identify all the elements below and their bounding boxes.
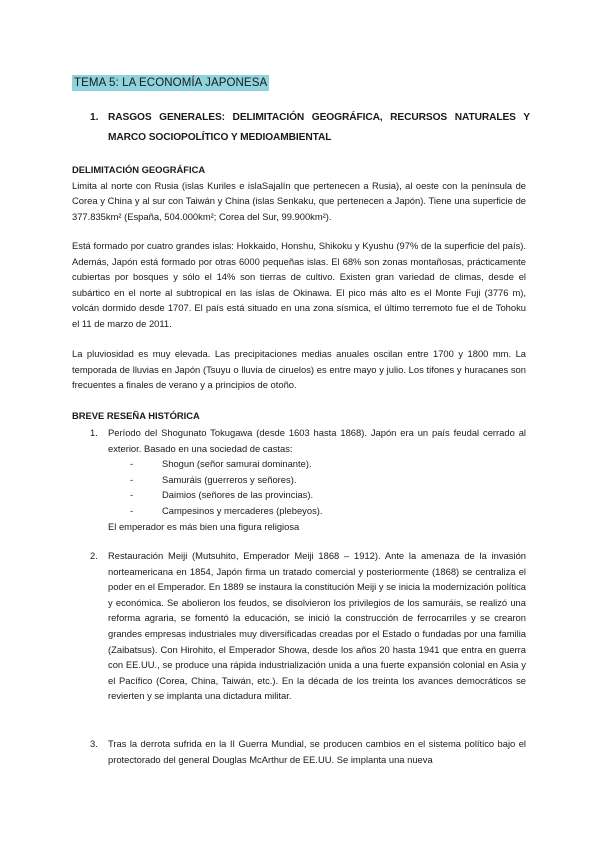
delimitacion-heading: DELIMITACIÓN GEOGRÁFICA — [72, 164, 206, 175]
section-number: 1. — [90, 112, 99, 123]
doc-title: TEMA 5: LA ECONOMÍA JAPONESA — [74, 77, 268, 89]
list-item — [72, 425, 526, 534]
delimitacion-paragraph-1: Limita al norte con Rusia (islas Kuriles e islaSajalín que pertenecen a Rusia), al oeste con la península de Corea y China y al sur con Taiwán y China (islas Senkaku, que pertenecen a Japón). Tiene una superficie de 377.835km² (España, 504.000km²; Corea del Sur, 99.900km²). — [72, 179, 526, 222]
historia-heading: BREVE RESEÑA HISTÓRICA — [72, 410, 200, 421]
casta-text: Samuráis (guerreros y señores). — [162, 473, 297, 485]
casta-item: - Samuráis (guerreros y señores). — [130, 473, 297, 485]
delimitacion-paragraph-3: La pluviosidad es muy elevada. Las precipitaciones medias anuales oscilan entre 1700 y 1800 mm. La temporada de lluvias en Japón (Tsuyu o lluvia de ciruelos) es entre mayo y julio. Los tifones y huracanes son frecuentes a finales de verano y a principios de otoño. — [72, 348, 526, 391]
historia-list-item-1 — [72, 425, 526, 534]
section-title: RASGOS GENERALES: DELIMITACIÓN GEOGRÁFICA, RECURSOS NATURALES Y MARCO SOCIOPOLÍTICO Y MEDIOAMBIENTAL — [108, 112, 530, 143]
list-item-number: 2. — [90, 550, 98, 561]
title-wrap — [72, 75, 269, 91]
casta-text: Daimios (señores de las provincias). — [162, 489, 314, 501]
list-item-text: Tras la derrota sufrida en la II Guerra Mundial, se producen cambios en el sistema político bajo el protectorado del general Douglas McArthur de EE.UU. Se implanta una nueva — [108, 738, 526, 765]
castas-list — [108, 456, 526, 518]
delimitacion-section — [72, 162, 526, 224]
historia-list-item-3 — [72, 736, 526, 767]
list-item-text: Restauración Meiji (Mutsuhito, Emperador Meiji 1868 – 1912). Ante la amenaza de la invasión norteamericana en 1854, Japón firma un tratado comercial y posteriormente (1868) se centraliza el poder en el Emperador. En 1889 se instaura la constitución Meiji y se inicia la modernización política y económica. Se abolieron los feudos, se disolvieron los privilegios de los samuráis, se realizó una reforma agraria, se fomentó la educación, se inició la construcción de ferrocarriles y se crearon grandes empresas industriales muy diversificadas creadas por el Estado o fundadas por una familia (Zaibatsus). Con Hirohito, el Emperador Showa, desde los años 20 hasta 1941 que entra en guerra con EE.UU., se produce una rápida industrialización unida a una fuerte expansión colonial en Asia y el Pacífico (Corea, China, Taiwán, etc.). En la década de los treinta los avances democráticos se revierten y se implanta una dictadura militar. — [108, 550, 526, 702]
section-heading — [90, 108, 530, 148]
list-item-number: 3. — [90, 738, 98, 749]
casta-item: - Daimios (señores de las provincias). — [130, 489, 314, 501]
casta-text: Shogun (señor samurai dominante). — [162, 458, 312, 470]
list-item-text: Período del Shogunato Tokugawa (desde 1603 hasta 1868). Japón era un país feudal cerrado al exterior. Basado en una sociedad de castas: — [108, 427, 526, 454]
casta-text: Campesinos y mercaderes (plebeyos). — [162, 504, 323, 516]
casta-item: - Campesinos y mercaderes (plebeyos). — [130, 504, 323, 516]
list-item — [72, 548, 526, 704]
list-item-number: 1. — [90, 427, 98, 438]
emperor-note: El emperador es más bien una figura religiosa — [108, 520, 300, 532]
historia-list-item-2 — [72, 548, 526, 704]
casta-item: - Shogun (señor samurai dominante). — [130, 458, 312, 470]
islands-paragraph-block — [72, 238, 526, 332]
list-item — [72, 736, 526, 767]
historia-heading-block — [72, 408, 526, 424]
rain-paragraph-block — [72, 346, 526, 393]
delimitacion-paragraph-2: Está formado por cuatro grandes islas: Hokkaido, Honshu, Shikoku y Kyushu (97% de la superficie del país). Además, Japón está formado por otras 6000 pequeñas islas. El 68% son zonas montañosas, prácticamente cubiertas por bosques y sólo el 14% son tierras de cultivo. Existen gran variedad de climas, desde el subártico en el norte al subtropical en las islas de Okinawa. El pico más alto es el Monte Fuji (3776 m), volcán dormido desde 1707. El país está situado en una zona sísmica, el último terremoto fue el de Tohoku el 11 de marzo de 2011. — [72, 240, 526, 329]
